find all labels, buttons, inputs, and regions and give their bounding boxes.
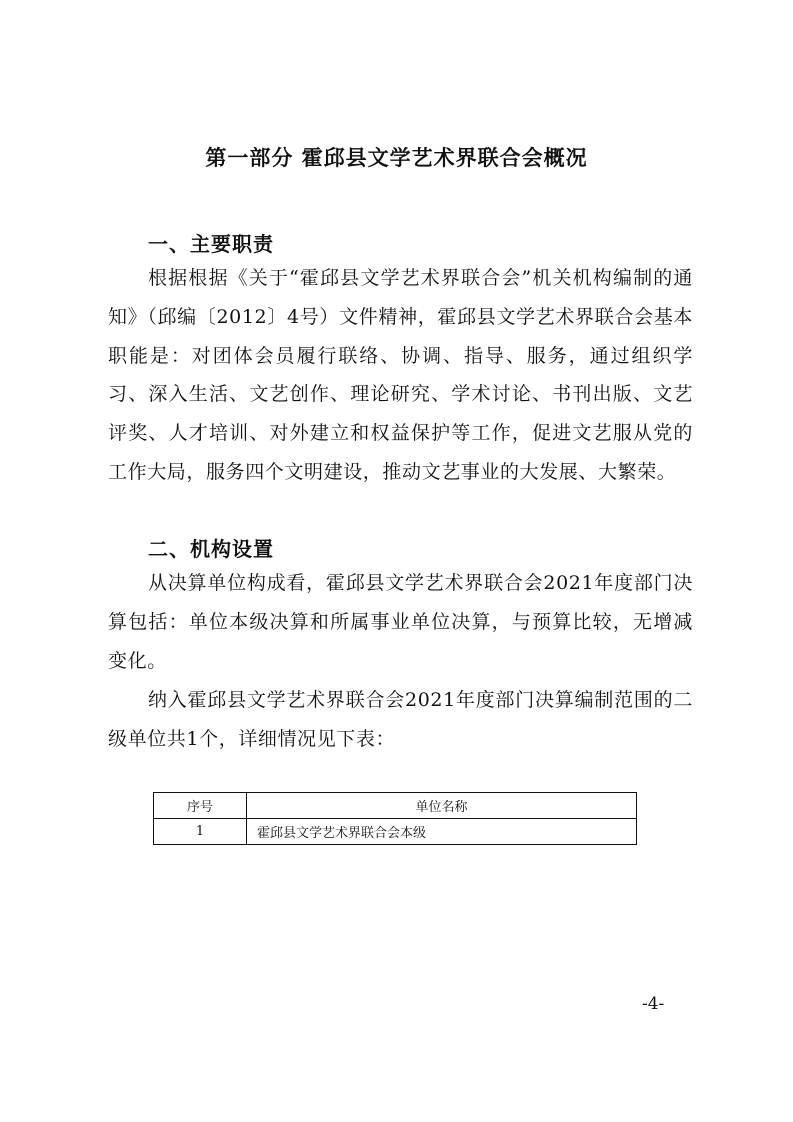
cell-seq: 1 <box>154 819 247 845</box>
header-seq: 序号 <box>154 793 247 819</box>
duties-paragraph: 根据根据《关于“霍邱县文学艺术界联合会”机关机构编制的通知》（邱编〔2012〕4号）文件精神，霍邱县文学艺术界联合会基本职能是：对团体会员履行联络、协调、指导、服务，通过组织学习、深入生活、文艺创作、理论研究、学术讨论、书刊出版、文艺评奖、人才培训、对外建立和权益保护等工作，促进文艺服从党的工作大局，服务四个文明建设，推动文艺事业的大发展、大繁荣。 <box>108 267 693 483</box>
section-heading-duties: 一、主要职责 <box>148 232 274 256</box>
page-number: -4- <box>642 994 665 1014</box>
header-unit-name: 单位名称 <box>247 793 637 819</box>
section-heading-organization: 二、机构设置 <box>148 537 274 561</box>
table-row <box>154 819 637 845</box>
cell-unit-name: 霍邱县文学艺术界联合会本级 <box>247 819 637 845</box>
organization-paragraph: 从决算单位构成看，霍邱县文学艺术界联合会2021年度部门决算包括：单位本级决算和所属事业单位决算，与预算比较，无增减变化。 <box>108 572 693 672</box>
units-table <box>153 792 637 845</box>
page-title: 第一部分 霍邱县文学艺术界联合会概况 <box>205 146 588 170</box>
scope-paragraph: 纳入霍邱县文学艺术界联合会2021年度部门决算编制范围的二级单位共1个，详细情况见下表： <box>108 689 693 750</box>
table-header-row <box>154 793 637 819</box>
